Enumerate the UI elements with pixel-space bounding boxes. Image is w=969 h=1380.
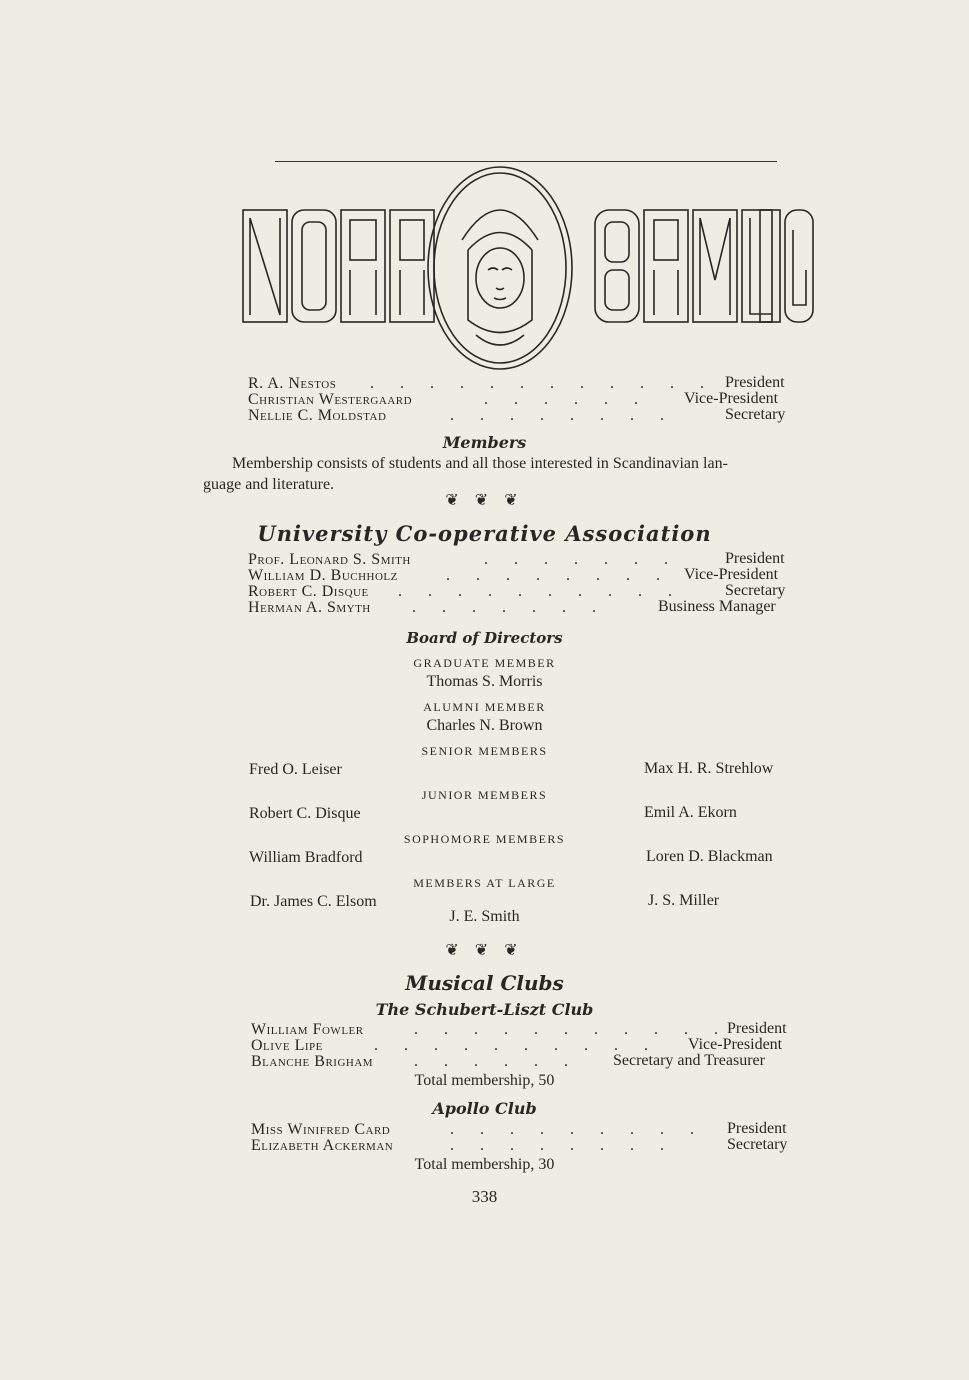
members-text-line-1: Membership consists of students and all those interested in Scandinavian lan- bbox=[232, 455, 728, 472]
graduate-name: Thomas S. Morris bbox=[426, 673, 543, 690]
officer-role: President bbox=[727, 1120, 787, 1137]
musical-heading: Musical Clubs bbox=[405, 971, 564, 995]
officer-role: Secretary bbox=[725, 582, 786, 599]
large-member-right: J. S. Miller bbox=[648, 892, 720, 909]
leader-dots: . . . . . . . . . . . . bbox=[370, 375, 715, 392]
members-heading: Members bbox=[442, 433, 527, 452]
officer-role: President bbox=[727, 1020, 787, 1037]
leader-dots: . . . . . . . . . . bbox=[398, 583, 683, 600]
board-heading: Board of Directors bbox=[406, 629, 563, 647]
officer-role: President bbox=[725, 374, 785, 391]
officer-role: President bbox=[725, 550, 785, 567]
sophomore-member-right: Loren D. Blackman bbox=[646, 848, 773, 865]
junior-member-left: Robert C. Disque bbox=[249, 805, 361, 822]
junior-member-right: Emil A. Ekorn bbox=[644, 804, 737, 821]
officer-name: Herman A. Smyth bbox=[248, 599, 371, 616]
alumni-label: ALUMNI MEMBER bbox=[423, 700, 546, 714]
leader-dots: . . . . . . . . . . . bbox=[414, 1021, 729, 1038]
apollo-heading: Apollo Club bbox=[432, 1099, 537, 1118]
leader-dots: . . . . . . bbox=[414, 1053, 579, 1070]
alumni-name: Charles N. Brown bbox=[426, 717, 543, 734]
officer-role: Secretary and Treasurer bbox=[613, 1052, 765, 1069]
officer-role: Business Manager bbox=[658, 598, 776, 615]
schubert-total: Total membership, 50 bbox=[414, 1072, 555, 1089]
leader-dots: . . . . . . . . bbox=[446, 567, 671, 584]
large-label: MEMBERS AT LARGE bbox=[413, 876, 556, 890]
junior-label: JUNIOR MEMBERS bbox=[421, 788, 548, 802]
officer-name: Olive Lipe bbox=[251, 1037, 323, 1054]
officer-name: Nellie C. Moldstad bbox=[248, 407, 387, 424]
officer-role: Vice-President bbox=[688, 1036, 783, 1053]
officer-role: Vice-President bbox=[684, 390, 779, 407]
leader-dots: . . . . . . . bbox=[412, 599, 607, 616]
officer-name: Prof. Leonard S. Smith bbox=[248, 551, 411, 568]
sophomore-member-left: William Bradford bbox=[249, 849, 363, 866]
senior-label: SENIOR MEMBERS bbox=[421, 744, 548, 758]
officer-name: Christian Westergaard bbox=[248, 391, 413, 408]
ornament: ❦ ❦ ❦ bbox=[445, 942, 524, 959]
members-text-line-2: guage and literature. bbox=[203, 476, 335, 493]
large-member-center: J. E. Smith bbox=[449, 908, 520, 925]
page-number: 338 bbox=[471, 1187, 498, 1206]
large-member-left: Dr. James C. Elsom bbox=[250, 893, 377, 910]
ornament: ❦ ❦ ❦ bbox=[445, 492, 524, 509]
graduate-label: GRADUATE MEMBER bbox=[413, 656, 556, 670]
schubert-heading: The Schubert-Liszt Club bbox=[375, 1000, 594, 1019]
officer-name: Elizabeth Ackerman bbox=[251, 1137, 394, 1154]
officer-role: Vice-President bbox=[684, 566, 779, 583]
coop-heading: University Co-operative Association bbox=[257, 521, 712, 546]
leader-dots: . . . . . . . bbox=[484, 551, 679, 568]
officer-name: Miss Winifred Card bbox=[251, 1121, 391, 1138]
leader-dots: . . . . . . . . bbox=[450, 1137, 675, 1154]
header-title-art bbox=[240, 160, 815, 375]
apollo-total: Total membership, 30 bbox=[414, 1156, 555, 1173]
sophomore-label: SOPHOMORE MEMBERS bbox=[403, 832, 566, 846]
officer-role: Secretary bbox=[725, 406, 786, 423]
leader-dots: . . . . . . . . . bbox=[450, 1121, 705, 1138]
senior-member-left: Fred O. Leiser bbox=[249, 761, 342, 778]
leader-dots: . . . . . . . . . . bbox=[374, 1037, 659, 1054]
leader-dots: . . . . . . bbox=[484, 391, 649, 408]
officer-name: R. A. Nestos bbox=[248, 375, 337, 392]
officer-role: Secretary bbox=[727, 1136, 788, 1153]
officer-name: William Fowler bbox=[251, 1021, 364, 1038]
officer-name: William D. Buchholz bbox=[248, 567, 398, 584]
officer-name: Robert C. Disque bbox=[248, 583, 369, 600]
senior-member-right: Max H. R. Strehlow bbox=[644, 760, 774, 777]
leader-dots: . . . . . . . . bbox=[450, 407, 675, 424]
officer-name: Blanche Brigham bbox=[251, 1053, 374, 1070]
